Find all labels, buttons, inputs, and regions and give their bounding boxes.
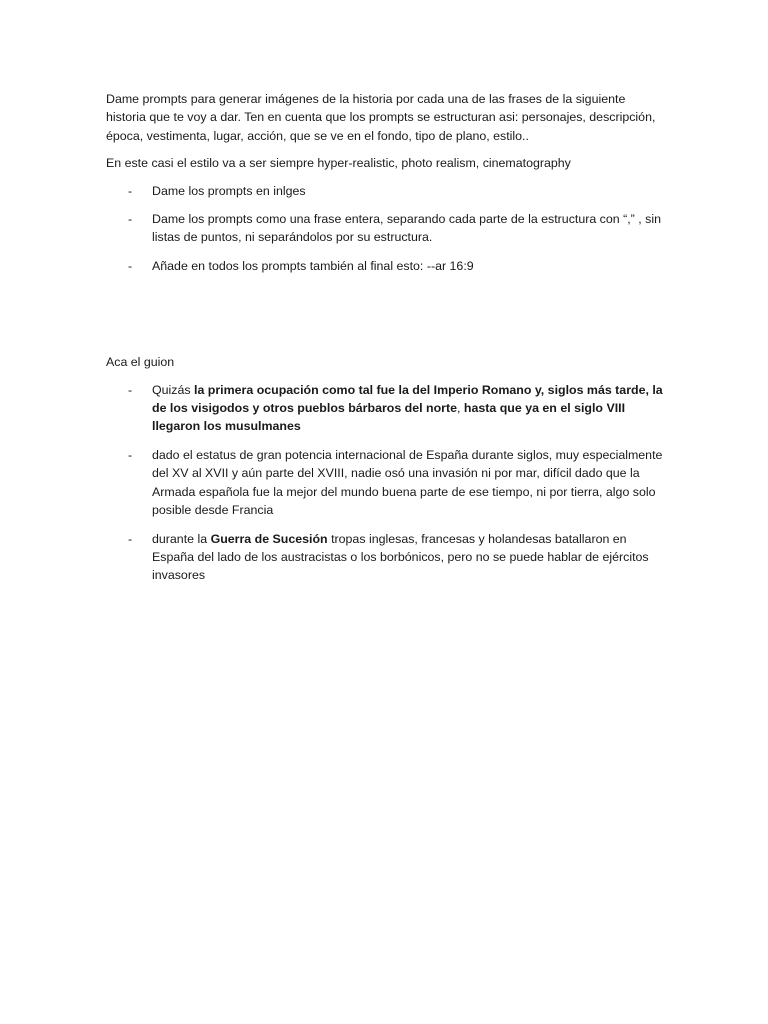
style-paragraph: En este casi el estilo va a ser siempre hyper-realistic, photo realism, cinematography <box>106 156 571 171</box>
text-run: Quizás <box>152 382 195 397</box>
bold-text-run: Guerra de Sucesión <box>210 531 328 546</box>
dash-bullet: - <box>128 447 133 462</box>
list-item <box>106 381 666 436</box>
script-item-text <box>152 383 663 434</box>
list-item <box>106 182 666 200</box>
list-item <box>106 210 666 247</box>
dash-bullet: - <box>128 531 133 546</box>
instruction-text: Añade en todos los prompts también al final esto: --ar 16:9 <box>152 258 474 273</box>
text-run: , <box>457 401 464 416</box>
bold-text-run: hasta que ya en el siglo VIII llegaron los musulmanes <box>152 401 626 434</box>
document-page <box>106 90 666 595</box>
instructions-list <box>106 182 666 276</box>
dash-bullet: - <box>128 183 133 198</box>
blank-space <box>106 285 666 353</box>
bold-text-run: la primera ocupación como tal fue la del Imperio Romano y, siglos más tarde, la de los visigodos y otros pueblos bárbaros del norte <box>152 382 663 416</box>
dash-bullet: - <box>128 212 133 227</box>
intro-paragraph: Dame prompts para generar imágenes de la historia por cada una de las frases de la siguiente historia que te voy a dar. Ten en cuenta que los prompts se estructuran asi: personajes, descripción, época, vestimenta, lugar, acción, que se ve en el fondo, tipo de plano, estilo.. <box>106 92 656 143</box>
script-item-text: dado el estatus de gran potencia internacional de España durante siglos, muy especialmente del XV al XVII y aún parte del XVIII, nadie osó una invasión ni por mar, difícil dado que la Armada española fue la mejor del mundo buena parte de ese tiempo, ni por tierra, algo solo posible desde Francia <box>152 447 663 518</box>
dash-bullet: - <box>128 258 133 273</box>
list-item <box>106 530 666 585</box>
instruction-text: Dame los prompts como una frase entera, separando cada parte de la estructura con “,” , sin listas de puntos, ni separándolos por su estructura. <box>152 212 661 245</box>
script-item-text <box>152 532 649 583</box>
script-heading: Aca el guion <box>106 355 175 370</box>
instruction-text: Dame los prompts en inlges <box>152 183 306 198</box>
text-run: tropas inglesas, francesas y holandesas batallaron en España del lado de los austracistas o los borbónicos, pero no se puede hablar de ejércitos invasores <box>152 531 649 583</box>
text-run: durante la <box>152 531 211 546</box>
dash-bullet: - <box>128 382 133 397</box>
script-list <box>106 381 666 585</box>
list-item <box>106 257 666 275</box>
list-item <box>106 446 666 520</box>
